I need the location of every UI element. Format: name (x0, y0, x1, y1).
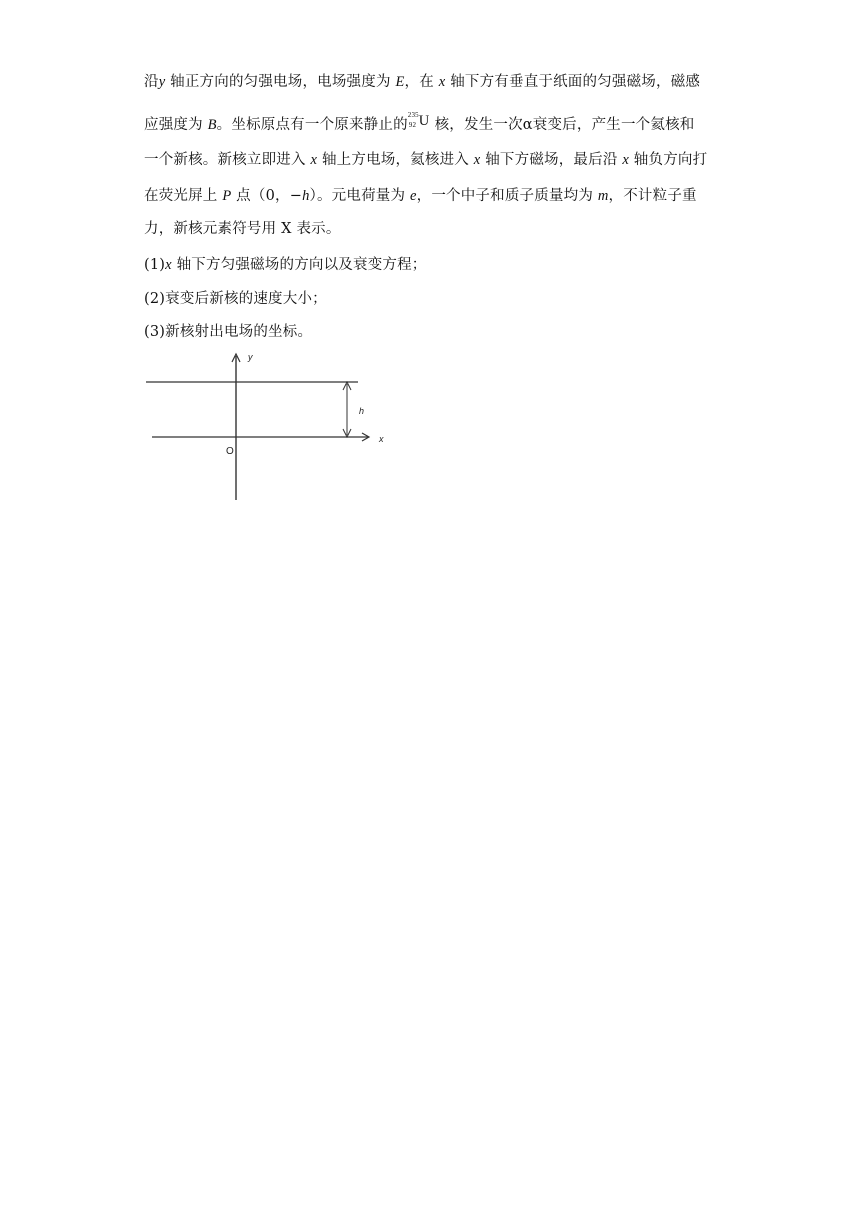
element-symbol: U (418, 113, 430, 129)
text-segment: 轴负方向打 (628, 152, 708, 168)
origin-label: O (226, 446, 234, 457)
text-segment: 轴下方磁场，最后沿 (480, 152, 623, 168)
variable-p: P (222, 188, 232, 204)
variable-e-field: E (395, 74, 405, 90)
text-segment: 。坐标原点有一个原来静止的 (216, 117, 408, 133)
variable-y: y (158, 74, 166, 90)
variable-x: x (438, 74, 446, 90)
text-segment: 核，发生一次α衰变后，产生一个氦核和 (429, 117, 695, 133)
variable-x: x (310, 152, 318, 168)
text-segment: 应强度为 (144, 117, 208, 133)
variable-b-field: B (207, 117, 217, 133)
text-segment: 在荧光屏上 (144, 188, 223, 204)
text-segment: ，在 (404, 74, 439, 90)
text-segment: ）。元电荷量为 (309, 188, 410, 204)
variable-h: h (302, 188, 310, 204)
text-segment: 沿 (144, 74, 159, 90)
text-segment: ，不计粒子重 (608, 188, 697, 204)
atomic-number: 92 (408, 121, 417, 129)
uranium-nuclide (408, 111, 430, 131)
variable-m: m (597, 188, 609, 204)
text-segment: 轴下方有垂直于纸面的匀强磁场，磁感 (445, 74, 701, 90)
problem-text-line-1 (144, 72, 700, 92)
question-1 (144, 255, 427, 275)
question-3: (3)新核射出电场的坐标。 (144, 324, 313, 340)
text-segment: 一个新核。新核立即进入 (144, 152, 311, 168)
mass-number: 235 (407, 111, 419, 119)
variable-x: x (622, 152, 629, 168)
variable-x: x (165, 257, 172, 273)
h-label: h (359, 406, 365, 416)
question-2: (2)衰变后新核的速度大小； (144, 291, 327, 307)
text-segment: 轴下方匀强磁场的方向以及衰变方程； (171, 257, 427, 273)
problem-text-line-5: 力，新核元素符号用 X 表示。 (144, 221, 341, 237)
diagram-svg (140, 348, 400, 503)
variable-x: x (473, 152, 481, 168)
text-segment: 点（0，− (231, 188, 303, 204)
coordinate-diagram (140, 348, 400, 503)
problem-text-line-2 (144, 111, 694, 135)
problem-text-line-3 (144, 150, 707, 170)
variable-e-charge: e (409, 188, 417, 204)
text-segment: ，一个中子和质子质量均为 (416, 188, 598, 204)
text-segment: 轴正方向的匀强电场，电场强度为 (165, 74, 396, 90)
problem-text-line-4 (144, 186, 697, 206)
x-axis-label: x (379, 434, 384, 444)
question-number: (1) (144, 257, 166, 273)
text-segment: 轴上方电场，氦核进入 (317, 152, 474, 168)
y-axis-label: y (248, 352, 253, 362)
